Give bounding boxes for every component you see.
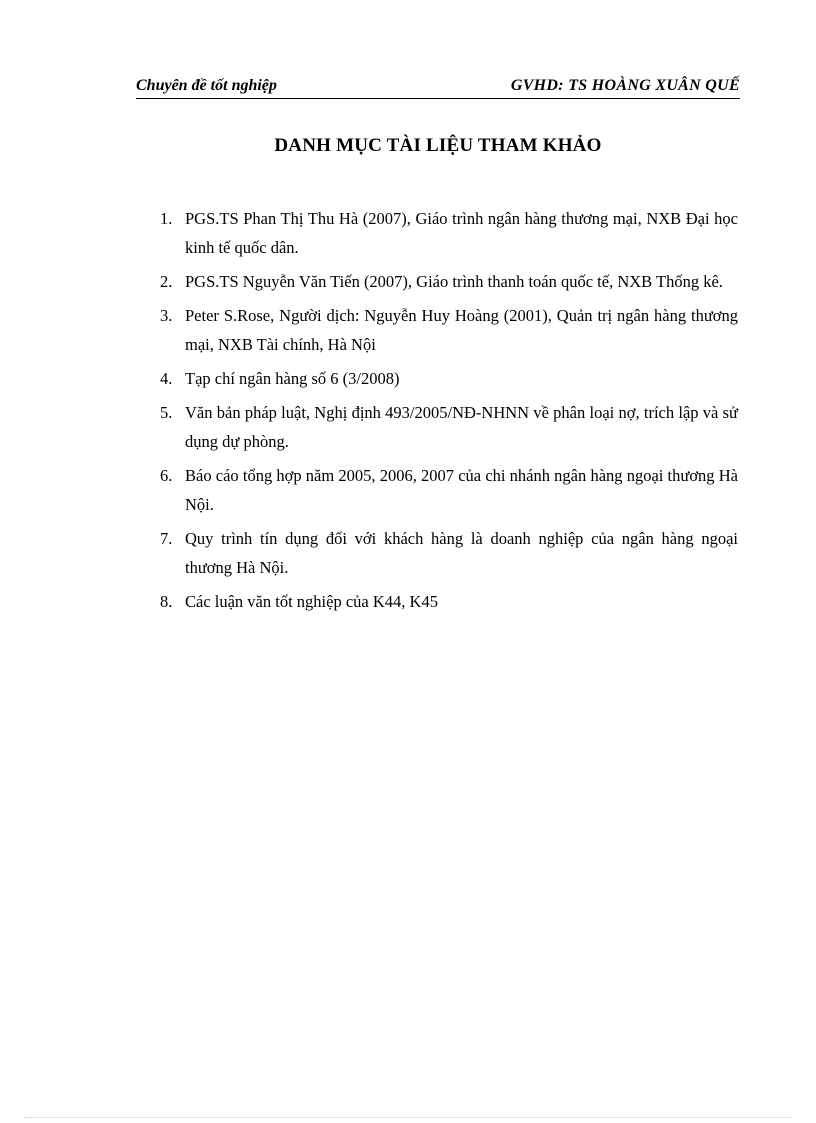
reference-text: PGS.TS Phan Thị Thu Hà (2007), Giáo trình ngân hàng thương mại, NXB Đại học kinh tế quốc dân.: [185, 209, 738, 257]
reference-text: Báo cáo tổng hợp năm 2005, 2006, 2007 của chi nhánh ngân hàng ngoại thương Hà Nội.: [185, 466, 738, 514]
reference-item: [160, 524, 738, 582]
reference-text: Các luận văn tốt nghiệp của K44, K45: [185, 592, 438, 611]
page-title: DANH MỤC TÀI LIỆU THAM KHẢO: [274, 135, 602, 156]
page-bottom-divider: [24, 1117, 792, 1118]
reference-number: 4.: [160, 369, 173, 388]
header-document-type: Chuyên đề tốt nghiệp: [136, 77, 277, 94]
reference-text: Peter S.Rose, Người dịch: Nguyễn Huy Hoàng (2001), Quản trị ngân hàng thương mại, NXB Tài chính, Hà Nội: [185, 306, 738, 354]
reference-item: [160, 587, 738, 616]
reference-text: Tạp chí ngân hàng số 6 (3/2008): [185, 369, 400, 388]
reference-number: 3.: [160, 306, 173, 325]
reference-text: Quy trình tín dụng đối với khách hàng là doanh nghiệp của ngân hàng ngoại thương Hà Nội.: [185, 529, 738, 577]
reference-item: [160, 364, 738, 393]
reference-text: PGS.TS Nguyễn Văn Tiến (2007), Giáo trình thanh toán quốc tế, NXB Thống kê.: [185, 272, 723, 291]
reference-number: 8.: [160, 592, 173, 611]
reference-number: 5.: [160, 403, 173, 422]
header-supervisor: GVHD: TS HOÀNG XUÂN QUẾ: [510, 77, 740, 94]
reference-number: 1.: [160, 209, 173, 228]
reference-text: Văn bản pháp luật, Nghị định 493/2005/NĐ-NHNN về phân loại nợ, trích lập và sử dụng dự phòng.: [185, 403, 738, 451]
reference-item: [160, 301, 738, 359]
reference-number: 7.: [160, 529, 173, 548]
reference-list: [160, 204, 738, 621]
reference-number: 2.: [160, 272, 173, 291]
reference-item: [160, 267, 738, 296]
reference-number: 6.: [160, 466, 173, 485]
page-header: [136, 76, 740, 99]
reference-item: [160, 461, 738, 519]
reference-item: [160, 204, 738, 262]
reference-item: [160, 398, 738, 456]
